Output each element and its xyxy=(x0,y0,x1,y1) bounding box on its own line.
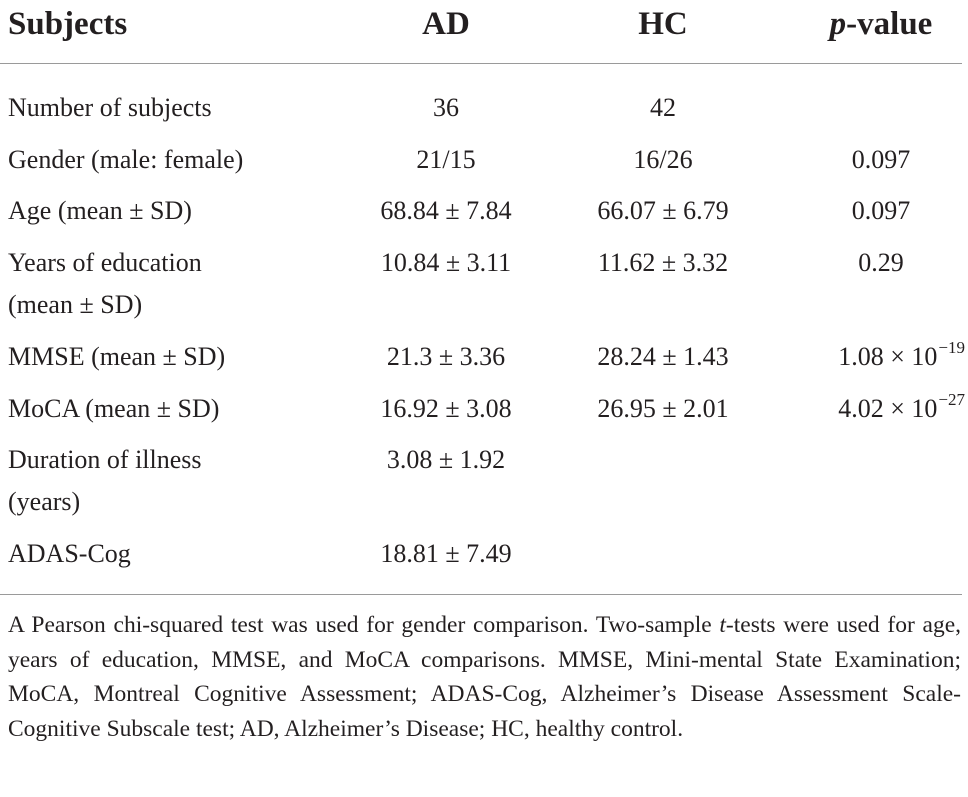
row-label-age: Age (mean ± SD) xyxy=(8,196,192,225)
footnote-part1: A Pearson chi-squared test was used for gender comparison. Two-sample xyxy=(8,612,720,638)
header-p-value xyxy=(771,4,968,44)
row-number-of-subjects-ad: 36 xyxy=(433,93,459,122)
row-moca-p-exponent: −27 xyxy=(938,390,965,409)
header-rule xyxy=(0,63,962,64)
row-adas-cog-ad: 18.81 ± 7.49 xyxy=(380,539,512,568)
row-moca-ad: 16.92 ± 3.08 xyxy=(380,394,512,423)
row-gender-ad: 21/15 xyxy=(416,145,476,174)
row-number-of-subjects-hc: 42 xyxy=(650,93,676,122)
header-subjects: Subjects xyxy=(8,6,128,42)
footnote-t-italic: t xyxy=(719,612,726,638)
row-age-ad: 68.84 ± 7.84 xyxy=(380,196,512,225)
header-ad: AD xyxy=(422,6,470,42)
header-hc: HC xyxy=(638,6,688,42)
table-footnote xyxy=(8,608,961,746)
row-mmse-p-exponent: −19 xyxy=(938,338,965,357)
row-education-p: 0.29 xyxy=(858,248,904,277)
row-moca-hc: 26.95 ± 2.01 xyxy=(597,394,729,423)
footnote-part2: -tests were used for age, years of education, MMSE, and MoCA comparisons. MMSE, Mini-mental State Examination; MoCA, Montreal Cognitive Assessment; ADAS-Cog, Alzheimer’s Disease Assessment Scale-Cognitive Subscale test; AD, Alzheimer’s Disease; HC, healthy control. xyxy=(8,612,961,742)
row-label-education: Years of education xyxy=(8,248,202,277)
row-mmse-p-base: 1.08 × 10 xyxy=(838,342,938,371)
row-moca-p-base: 4.02 × 10 xyxy=(838,394,938,423)
row-label-duration: Duration of illness xyxy=(8,445,202,474)
row-duration-ad: 3.08 ± 1.92 xyxy=(386,445,506,474)
row-label-gender: Gender (male: female) xyxy=(8,145,244,174)
header-p-rest: -value xyxy=(846,6,933,42)
row-mmse-p xyxy=(760,336,965,381)
header-p-italic: p xyxy=(829,6,847,42)
row-label-mmse: MMSE (mean ± SD) xyxy=(8,342,226,371)
row-age-p: 0.097 xyxy=(851,196,911,225)
row-gender-hc: 16/26 xyxy=(633,145,693,174)
row-gender-p: 0.097 xyxy=(851,145,911,174)
row-label-adas-cog: ADAS-Cog xyxy=(8,539,131,568)
footer-rule xyxy=(0,594,962,595)
row-label-moca: MoCA (mean ± SD) xyxy=(8,394,220,423)
row-moca-p xyxy=(760,388,965,433)
row-education-hc: 11.62 ± 3.32 xyxy=(597,248,729,277)
row-label-number-of-subjects: Number of subjects xyxy=(8,93,212,122)
row-age-hc: 66.07 ± 6.79 xyxy=(597,196,729,225)
row-label-education-line2: (mean ± SD) xyxy=(8,290,143,319)
row-label-duration-line2: (years) xyxy=(8,487,81,516)
row-mmse-ad: 21.3 ± 3.36 xyxy=(386,342,506,371)
row-mmse-hc: 28.24 ± 1.43 xyxy=(597,342,729,371)
row-education-ad: 10.84 ± 3.11 xyxy=(380,248,512,277)
